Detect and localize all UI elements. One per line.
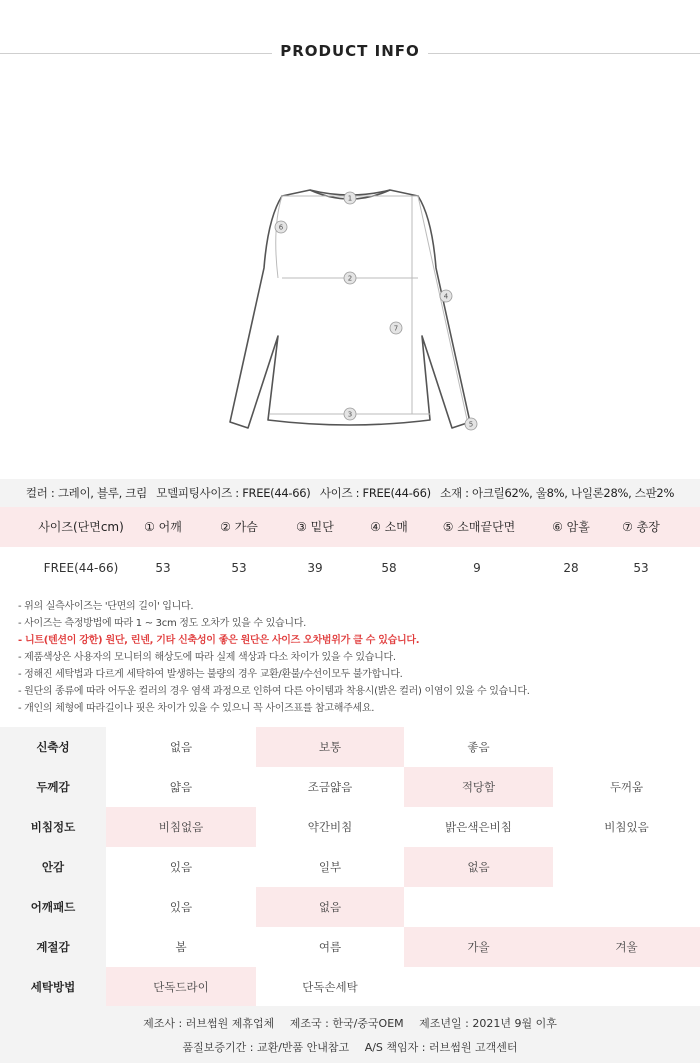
attribute-option: 있음 bbox=[169, 860, 193, 874]
marker-5 bbox=[465, 418, 477, 430]
attribute-option: 단독손세탁 bbox=[302, 980, 358, 994]
sleeve-line bbox=[418, 196, 468, 424]
product-info-header bbox=[0, 36, 700, 70]
size-header-shoulder: ① 어깨 bbox=[144, 520, 182, 534]
marker-4 bbox=[440, 290, 452, 302]
size-table-row bbox=[0, 548, 700, 588]
note-item-warning: - 니트(텐션이 강한) 원단, 린넨, 기타 신축성이 좋은 원단은 사이즈 오차범위가 클 수 있습니다. bbox=[18, 635, 420, 646]
attribute-option bbox=[553, 967, 700, 1007]
note-item: - 제품색상은 사용자의 모니터의 해상도에 따라 실제 색상과 다소 차이가 있을 수 있습니다. bbox=[18, 652, 396, 663]
attribute-option: 비침없음 bbox=[106, 807, 256, 847]
attribute-label: 두께감 bbox=[0, 767, 106, 807]
fabric-attribute-table bbox=[0, 727, 700, 1007]
attribute-label: 어깨패드 bbox=[0, 887, 106, 927]
size-header-chest: ② 가슴 bbox=[220, 520, 258, 534]
sweater-outline bbox=[230, 190, 470, 428]
footer-maker: 제조사 : 러브썸원 제휴업체 bbox=[143, 1017, 275, 1030]
attribute-option: 가을 bbox=[404, 927, 553, 967]
attribute-option: 비침있음 bbox=[604, 820, 649, 834]
size-value-size: FREE(44-66) bbox=[43, 561, 119, 575]
attribute-option: 여름 bbox=[318, 940, 342, 954]
note-item: - 개인의 체형에 따라길이나 핏은 차이가 있을 수 있으니 꼭 사이즈표를 참고해주세요. bbox=[18, 703, 375, 714]
marker-6 bbox=[275, 221, 287, 233]
size-info: 사이즈 : FREE(44-66) bbox=[319, 486, 431, 500]
attribute-option: 보통 bbox=[256, 727, 404, 767]
footer-date: 제조년일 : 2021년 9월 이후 bbox=[419, 1017, 557, 1030]
attribute-option: 없음 bbox=[404, 847, 553, 887]
attribute-row bbox=[0, 887, 700, 927]
size-header-sleeve: ④ 소매 bbox=[370, 520, 408, 534]
size-header-cuff: ⑤ 소매끝단면 bbox=[442, 520, 516, 534]
attribute-option: 단독드라이 bbox=[106, 967, 256, 1007]
attribute-option: 있음 bbox=[169, 900, 193, 914]
attribute-row bbox=[0, 767, 700, 807]
attribute-option: 없음 bbox=[256, 887, 404, 927]
size-value-sleeve: 58 bbox=[381, 561, 397, 575]
attribute-option: 얇음 bbox=[169, 780, 193, 794]
marker-1-label: 1 bbox=[347, 194, 353, 203]
attribute-label: 비침정도 bbox=[0, 807, 106, 847]
title-divider-right bbox=[428, 53, 700, 54]
attribute-row bbox=[0, 967, 700, 1007]
size-value-shoulder: 53 bbox=[155, 561, 171, 575]
attribute-option bbox=[404, 887, 553, 927]
marker-5-label: 5 bbox=[468, 420, 474, 429]
note-item: - 사이즈는 측정방법에 따라 1 ~ 3cm 정도 오차가 있을 수 있습니다. bbox=[18, 618, 306, 629]
attribute-option: 일부 bbox=[318, 860, 342, 874]
color-info: 컬러 : 그레이, 블루, 크림 bbox=[25, 486, 147, 500]
attribute-option: 두꺼움 bbox=[609, 780, 644, 794]
size-value-armhole: 28 bbox=[563, 561, 579, 575]
product-footer-info bbox=[0, 1006, 700, 1063]
attribute-option bbox=[553, 887, 700, 927]
attribute-label: 안감 bbox=[0, 847, 106, 887]
marker-2-label: 2 bbox=[347, 274, 353, 283]
attribute-option: 적당함 bbox=[404, 767, 553, 807]
marker-3 bbox=[344, 408, 356, 420]
attribute-row bbox=[0, 727, 700, 767]
attribute-option bbox=[553, 727, 700, 767]
attribute-row bbox=[0, 807, 700, 847]
attribute-option: 좋음 bbox=[467, 740, 490, 754]
product-summary-bar bbox=[0, 479, 700, 507]
size-table-header bbox=[0, 507, 700, 547]
footer-as: A/S 책임자 : 러브썸원 고객센터 bbox=[364, 1041, 518, 1054]
attribute-option: 없음 bbox=[169, 740, 193, 754]
marker-2 bbox=[344, 272, 356, 284]
size-value-chest: 53 bbox=[231, 561, 247, 575]
note-item: - 정해진 세탁법과 다르게 세탁하여 발생하는 불량의 경우 교환/환불/수선이모두 불가합니다. bbox=[18, 669, 403, 680]
size-value-cuff: 9 bbox=[473, 561, 481, 575]
size-header-length: ⑦ 총장 bbox=[622, 520, 660, 534]
footer-country: 제조국 : 한국/중국OEM bbox=[289, 1017, 404, 1030]
attribute-row bbox=[0, 847, 700, 887]
note-item: - 위의 실측사이즈는 '단면의 길이' 입니다. bbox=[18, 601, 194, 612]
footer-line-1 bbox=[0, 1015, 700, 1031]
attribute-option: 겨울 bbox=[553, 927, 700, 967]
attribute-option bbox=[404, 967, 553, 1007]
attribute-label: 신축성 bbox=[0, 727, 106, 767]
material-info: 소재 : 아크릴62%, 울8%, 나일론28%, 스판2% bbox=[440, 486, 675, 500]
garment-measurement-diagram bbox=[200, 178, 500, 440]
size-value-hem: 39 bbox=[307, 561, 323, 575]
note-item: - 원단의 종류에 따라 어두운 컬러의 경우 염색 과정으로 인하여 다른 아이템과 착용시(밝은 컬러) 이염이 있을 수 있습니다. bbox=[18, 686, 530, 697]
attribute-option bbox=[553, 847, 700, 887]
marker-4-label: 4 bbox=[443, 292, 449, 301]
marker-1 bbox=[344, 192, 356, 204]
page-title: PRODUCT INFO bbox=[280, 42, 420, 60]
attribute-option: 봄 bbox=[175, 940, 187, 954]
size-header-size: 사이즈(단면cm) bbox=[38, 520, 124, 534]
size-header-hem: ③ 밑단 bbox=[296, 520, 334, 534]
attribute-option: 조금얇음 bbox=[307, 780, 353, 794]
attribute-label: 세탁방법 bbox=[0, 967, 106, 1007]
model-size-info: 모델피팅사이즈 : FREE(44-66) bbox=[156, 486, 311, 500]
size-notes bbox=[18, 598, 688, 717]
attribute-label: 계절감 bbox=[0, 927, 106, 967]
marker-6-label: 6 bbox=[278, 223, 284, 232]
size-header-armhole: ⑥ 암홀 bbox=[552, 520, 590, 534]
footer-warranty: 품질보증기간 : 교환/반품 안내참고 bbox=[182, 1041, 350, 1054]
attribute-option: 약간비침 bbox=[307, 820, 353, 834]
marker-3-label: 3 bbox=[347, 410, 353, 419]
attribute-row bbox=[0, 927, 700, 967]
marker-7-label: 7 bbox=[393, 324, 399, 333]
marker-7 bbox=[390, 322, 402, 334]
attribute-option: 밝은색은비침 bbox=[445, 820, 512, 834]
armhole-line bbox=[276, 196, 282, 278]
footer-line-2 bbox=[0, 1039, 700, 1055]
size-value-length: 53 bbox=[633, 561, 649, 575]
